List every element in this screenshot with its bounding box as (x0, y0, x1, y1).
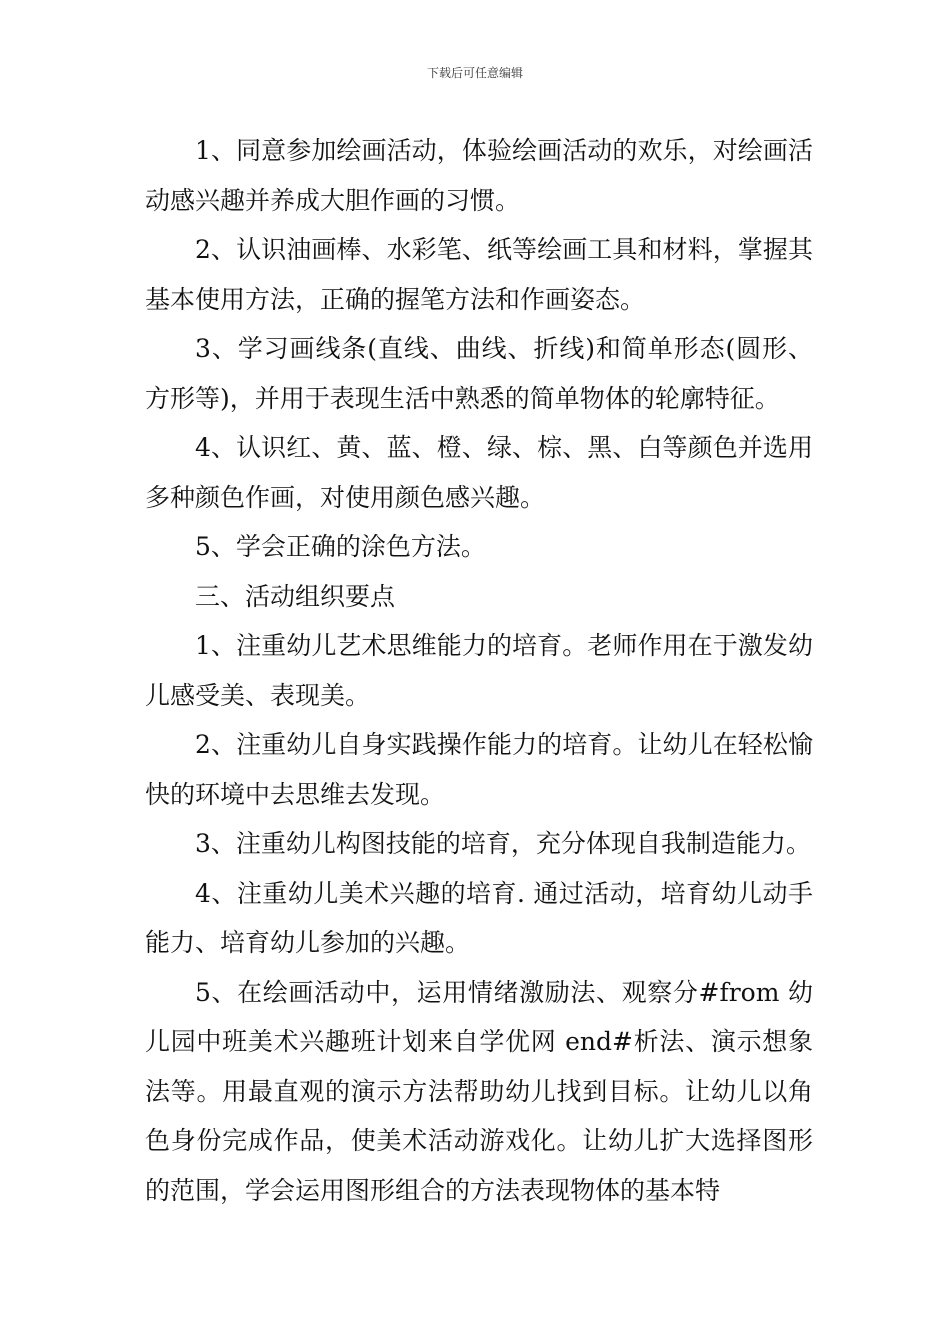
paragraph-goal-2: 2、认识油画棒、水彩笔、纸等绘画工具和材料，掌握其基本使用方法，正确的握笔方法和作画姿态。 (145, 235, 813, 314)
paragraph-point-5: 5、在绘画活动中，运用情绪激励法、观察分#from 幼儿园中班美术兴趣班计划来自学优网 end#析法、演示想象法等。用最直观的演示方法帮助幼儿找到目标。让幼儿以角色身份完成作品，使美术活动游戏化。让幼儿扩大选择图形的范围，学会运用图形组合的方法表现物体的基本特 (145, 977, 813, 1205)
document-body (145, 126, 813, 1215)
paragraph-point-2: 2、注重幼儿自身实践操作能力的培育。让幼儿在轻松愉快的环境中去思维去发现。 (145, 730, 813, 809)
paragraph-goal-4: 4、认识红、黄、蓝、橙、绿、棕、黑、白等颜色并选用多种颜色作画，对使用颜色感兴趣。 (145, 433, 813, 512)
paragraph-point-3: 3、注重幼儿构图技能的培育，充分体现自我制造能力。 (195, 829, 811, 858)
paragraph-point-4: 4、注重幼儿美术兴趣的培育. 通过活动，培育幼儿动手能力、培育幼儿参加的兴趣。 (145, 878, 813, 957)
paragraph-goal-3: 3、学习画线条(直线、曲线、折线)和简单形态(圆形、方形等)，并用于表现生活中熟悉的简单物体的轮廓特征。 (145, 334, 813, 413)
paragraph-point-1: 1、注重幼儿艺术思维能力的培育。老师作用在于激发幼儿感受美、表现美。 (145, 631, 813, 710)
paragraph-goal-5: 5、学会正确的涂色方法。 (195, 532, 486, 561)
paragraph-goal-1: 1、同意参加绘画活动，体验绘画活动的欢乐，对绘画活动感兴趣并养成大胆作画的习惯。 (145, 136, 813, 215)
section-heading: 三、活动组织要点 (195, 581, 396, 611)
page-header: 下载后可任意编辑 (426, 66, 523, 80)
